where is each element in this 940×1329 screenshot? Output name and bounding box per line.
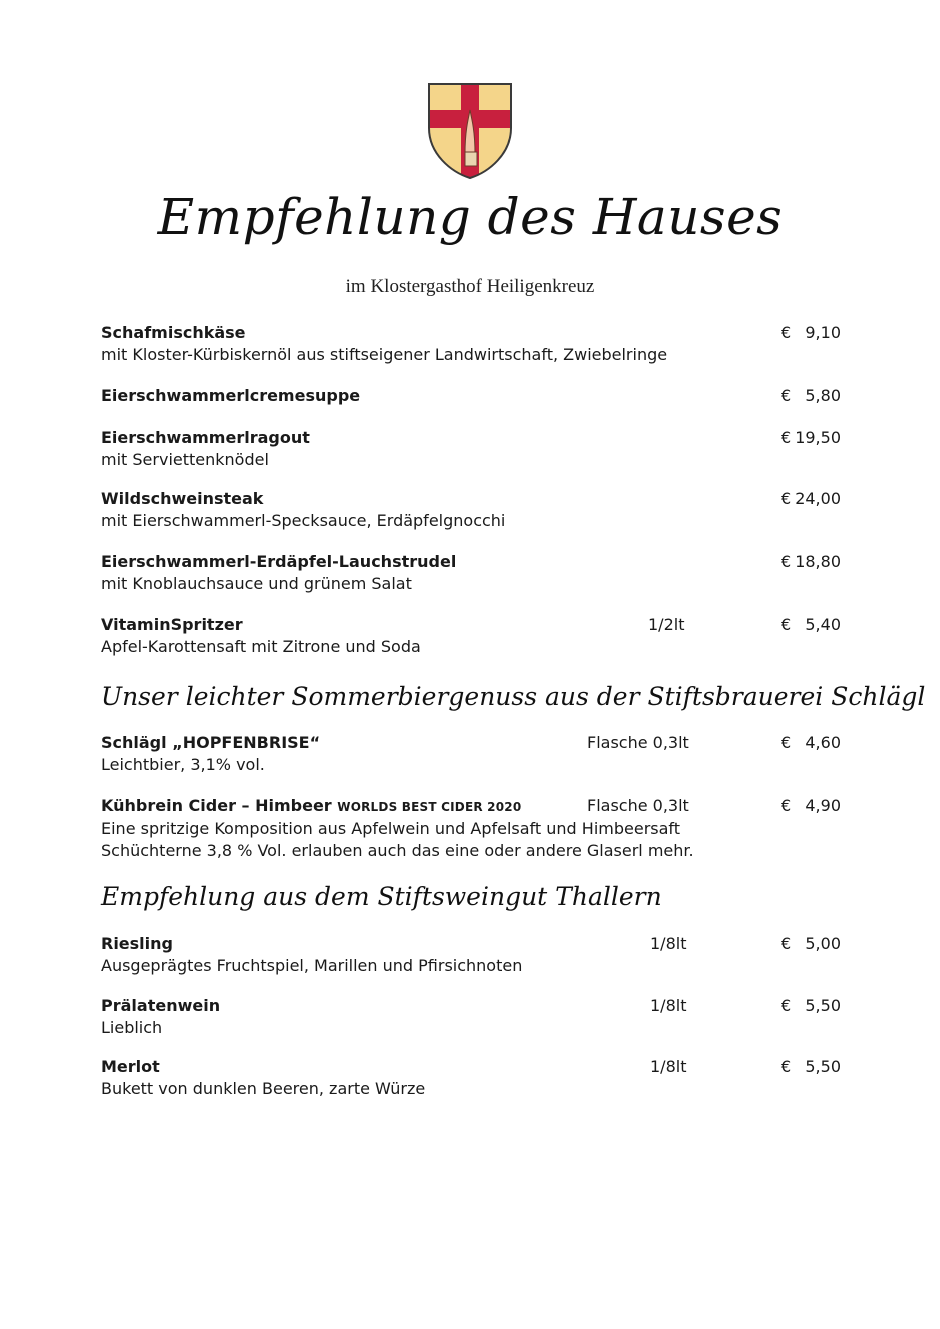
price-amount: 19,50 (795, 428, 841, 447)
item-name: Schlägl „HOPFENBRISE“ (101, 733, 321, 752)
item-description: Leichtbier, 3,1% vol. (101, 755, 265, 774)
item-name: Schafmischkäse (101, 323, 246, 342)
item-name: Prälatenwein (101, 996, 221, 1015)
item-quantity: 1/8lt (650, 996, 687, 1015)
item-description: mit Serviettenknödel (101, 450, 269, 469)
item-quantity: 1/8lt (650, 1057, 687, 1076)
item-description: mit Eierschwammerl-Specksauce, Erdäpfelgnocchi (101, 511, 506, 530)
item-name: Wildschweinsteak (101, 489, 264, 508)
item-name: VitaminSpritzer (101, 615, 243, 634)
item-description: Apfel-Karottensaft mit Zitrone und Soda (101, 637, 421, 656)
item-name: Riesling (101, 934, 173, 953)
price-amount: 5,40 (805, 615, 841, 634)
menu-item (101, 385, 841, 407)
item-quantity: Flasche 0,3lt (587, 796, 689, 815)
award-tag: WORLDS BEST CIDER 2020 (337, 800, 522, 814)
item-description: mit Knoblauchsauce und grünem Salat (101, 574, 412, 593)
menu-item (101, 551, 841, 595)
price-amount: 4,90 (805, 796, 841, 815)
price-amount: 24,00 (795, 489, 841, 508)
section-heading-wine: Empfehlung aus dem Stiftsweingut Thallern (101, 882, 662, 911)
item-description: Ausgeprägtes Fruchtspiel, Marillen und Pfirsichnoten (101, 956, 523, 975)
price-amount: 5,50 (805, 996, 841, 1015)
price-amount: 4,60 (805, 733, 841, 752)
page-subtitle: im Klostergasthof Heiligenkreuz (345, 276, 595, 297)
menu-item (101, 1056, 841, 1100)
currency-symbol: € (781, 796, 792, 815)
item-description: Bukett von dunklen Beeren, zarte Würze (101, 1079, 426, 1098)
price-amount: 5,50 (805, 1057, 841, 1076)
page-title: Empfehlung des Hauses (157, 188, 783, 246)
menu-item (101, 995, 841, 1039)
menu-item (101, 795, 841, 862)
currency-symbol: € (781, 1057, 792, 1076)
item-quantity: 1/8lt (650, 934, 687, 953)
price-amount: 5,00 (805, 934, 841, 953)
menu-item (101, 614, 841, 658)
item-description-line2: Schüchterne 3,8 % Vol. erlauben auch das eine oder andere Glaserl mehr. (101, 841, 694, 860)
item-description: Eine spritzige Komposition aus Apfelwein und Apfelsaft und Himbeersaft (101, 819, 681, 838)
item-quantity: 1/2lt (648, 615, 685, 634)
currency-symbol: € (781, 934, 792, 953)
item-name: Eierschwammerl-Erdäpfel-Lauchstrudel (101, 552, 457, 571)
item-name (101, 795, 841, 818)
menu-item (101, 322, 841, 366)
currency-symbol: € (781, 323, 792, 342)
section-heading-beer: Unser leichter Sommerbiergenuss aus der Stiftsbrauerei Schlägl (101, 682, 926, 711)
menu-item (101, 732, 841, 776)
item-quantity: Flasche 0,3lt (587, 733, 689, 752)
item-name: Eierschwammerlragout (101, 428, 310, 447)
menu-item (101, 933, 841, 977)
monastery-crest-logo (425, 80, 515, 182)
currency-symbol: € (781, 615, 792, 634)
item-description: mit Kloster-Kürbiskernöl aus stiftseigener Landwirtschaft, Zwiebelringe (101, 345, 668, 364)
menu-item (101, 427, 841, 471)
currency-symbol: € (781, 428, 792, 447)
currency-symbol: € (781, 552, 792, 571)
item-description: Lieblich (101, 1018, 163, 1037)
currency-symbol: € (781, 733, 792, 752)
currency-symbol: € (781, 996, 792, 1015)
price-amount: 18,80 (795, 552, 841, 571)
menu-item (101, 488, 841, 532)
item-name: Eierschwammerlcremesuppe (101, 386, 361, 405)
currency-symbol: € (781, 489, 792, 508)
price-amount: 5,80 (805, 386, 841, 405)
price-amount: 9,10 (805, 323, 841, 342)
item-name-text: Kühbrein Cider – Himbeer (101, 796, 332, 815)
currency-symbol: € (781, 386, 792, 405)
item-name: Merlot (101, 1057, 160, 1076)
